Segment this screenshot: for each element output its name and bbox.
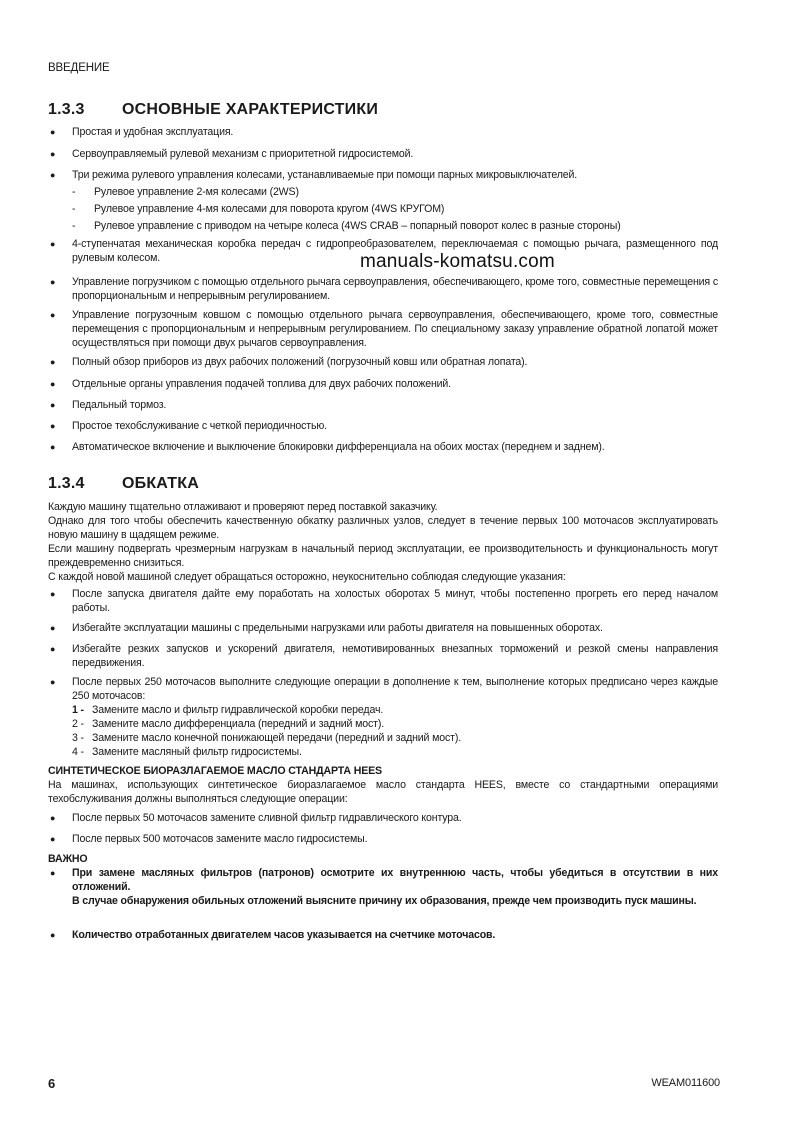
list-item: ● Сервоуправляемый рулевой механизм с приоритетной гидросистемой.: [50, 148, 414, 160]
running-header: ВВЕДЕНИЕ: [48, 62, 110, 74]
bullet-icon: ●: [50, 644, 56, 654]
page-number: 6: [48, 1076, 56, 1091]
bullet-icon: ●: [50, 623, 56, 633]
numbered-item: 1 - Замените масло и фильтр гидравлической коробки передач.: [72, 704, 384, 716]
section-heading-133: [48, 101, 378, 119]
list-item: ● Простое техобслуживание с четкой периодичностью.: [50, 420, 327, 432]
sub-item: - Рулевое управление 4-мя колесами для поворота кругом (4WS КРУГОМ): [72, 203, 445, 215]
bullet-icon: ●: [50, 421, 56, 431]
hees-paragraph: На машинах, использующих синтетическое биоразлагаемое масло стандарта HEES, вместе со стандартными операциями техобслуживания должны выполняться следующие операции:: [48, 779, 718, 805]
bullet-icon: ●: [50, 170, 56, 180]
bullet-icon: ●: [50, 379, 56, 389]
list-item: ● После запуска двигателя дайте ему поработать на холостых оборотах 5 минут, чтобы постепенно прогреть его перед началом работы.: [50, 588, 718, 614]
important-heading: ВАЖНО: [48, 853, 88, 865]
list-item: ● Педальный тормоз.: [50, 399, 167, 411]
list-item: ● Избегайте резких запусков и ускорений двигателя, немотивированных внезапных торможений и резкой смены направления передвижения.: [50, 643, 718, 669]
section-number: 1.3.3: [48, 101, 85, 118]
bullet-icon: ●: [50, 400, 56, 410]
bullet-icon: ●: [50, 589, 56, 599]
hees-heading: СИНТЕТИЧЕСКОЕ БИОРАЗЛАГАЕМОЕ МАСЛО СТАНДАРТА HEES: [48, 765, 382, 777]
bullet-icon: ●: [50, 277, 56, 287]
list-item: ● Избегайте эксплуатации машины с предельными нагрузками или работы двигателя на повышенных оборотах.: [50, 622, 603, 634]
list-item: ● Три режима рулевого управления колесами, устанавливаемые при помощи парных микровыключателей.: [50, 169, 578, 181]
section-title: ОБКАТКА: [122, 475, 199, 492]
list-item: ● Управление погрузочным ковшом с помощью отдельного рычага сервоуправления, обеспечивающего, кроме того, совместные перемещения с пропорциональным и непрерывным регулированием. По специальному заказу управление обратной лопатой может осуществляться при помощи двух рычагов сервоуправления.: [50, 309, 718, 349]
list-item: ● Полный обзор приборов из двух рабочих положений (погрузочный ковш или обратная лопата).: [50, 356, 528, 368]
sub-item: - Рулевое управление 2-мя колесами (2WS): [72, 186, 299, 198]
important-item: ● При замене масляных фильтров (патронов) осмотрите их внутреннюю часть, чтобы убедиться в отсутствии в них отложений. В случае обнаружения обильных отложений выясните причину их образования, прежде чем производить пуск машины.: [50, 867, 718, 907]
numbered-item: 4 - Замените масляный фильтр гидросистемы.: [72, 746, 302, 758]
list-item: ● Простая и удобная эксплуатация.: [50, 126, 234, 138]
bullet-icon: ●: [50, 149, 56, 159]
section-heading-134: [48, 475, 199, 493]
list-item: ● После первых 250 моточасов выполните следующие операции в дополнение к тем, выполнение которых предписано через каждые 250 моточасов:: [50, 676, 718, 702]
list-item: ● Автоматическое включение и выключение блокировки дифференциала на обоих мостах (переднем и заднем).: [50, 441, 605, 453]
bullet-icon: ●: [50, 127, 56, 137]
bullet-icon: ●: [50, 813, 56, 823]
bullet-icon: ●: [50, 239, 56, 249]
sub-item: - Рулевое управление с приводом на четыре колеса (4WS CRAB – попарный поворот колес в разные стороны): [72, 220, 621, 232]
bullet-icon: ●: [50, 834, 56, 844]
section-title: ОСНОВНЫЕ ХАРАКТЕРИСТИКИ: [122, 101, 379, 118]
section-number: 1.3.4: [48, 475, 85, 492]
list-item: ● 4-ступенчатая механическая коробка передач с гидропреобразователем, переключаемая с помощью рычага, размещенного под рулевым колесом.: [50, 238, 718, 264]
bullet-icon: ●: [50, 310, 56, 320]
bullet-icon: ●: [50, 868, 56, 878]
list-item: ● После первых 50 моточасов замените сливной фильтр гидравлического контура.: [50, 812, 462, 824]
list-item: ● Отдельные органы управления подачей топлива для двух рабочих положений.: [50, 378, 451, 390]
important-item: ● Количество отработанных двигателем часов указывается на счетчике моточасов.: [50, 929, 496, 941]
bullet-icon: ●: [50, 677, 56, 687]
intro-paragraphs: Каждую машину тщательно отлаживают и проверяют перед поставкой заказчику. Однако для того чтобы обеспечить качественную обкатку различных узлов, следует в течение первых 100 моточасов эксплуатировать новую машину в щадящем режиме. Если машину подвергать чрезмерным нагрузкам в начальный период эксплуатации, ее производительность и функциональность могут преждевременно снизиться. С каждой новой машиной следует обращаться осторожно, неукоснительно соблюдая следующие указания:: [48, 501, 718, 583]
document-code: WEAM011600: [651, 1077, 720, 1089]
numbered-item: 3 - Замените масло конечной понижающей передачи (передний и задний мост).: [72, 732, 462, 744]
bullet-icon: ●: [50, 442, 56, 452]
list-item: ● Управление погрузчиком с помощью отдельного рычага сервоуправления, обеспечивающего, кроме того, совместные перемещения с пропорциональным и непрерывным регулированием.: [50, 276, 718, 302]
list-item: ● После первых 500 моточасов замените масло гидросистемы.: [50, 833, 368, 845]
watermark: manuals-komatsu.com: [360, 251, 555, 272]
bullet-icon: ●: [50, 930, 56, 940]
bullet-icon: ●: [50, 357, 56, 367]
numbered-item: 2 - Замените масло дифференциала (передний и задний мост).: [72, 718, 384, 730]
